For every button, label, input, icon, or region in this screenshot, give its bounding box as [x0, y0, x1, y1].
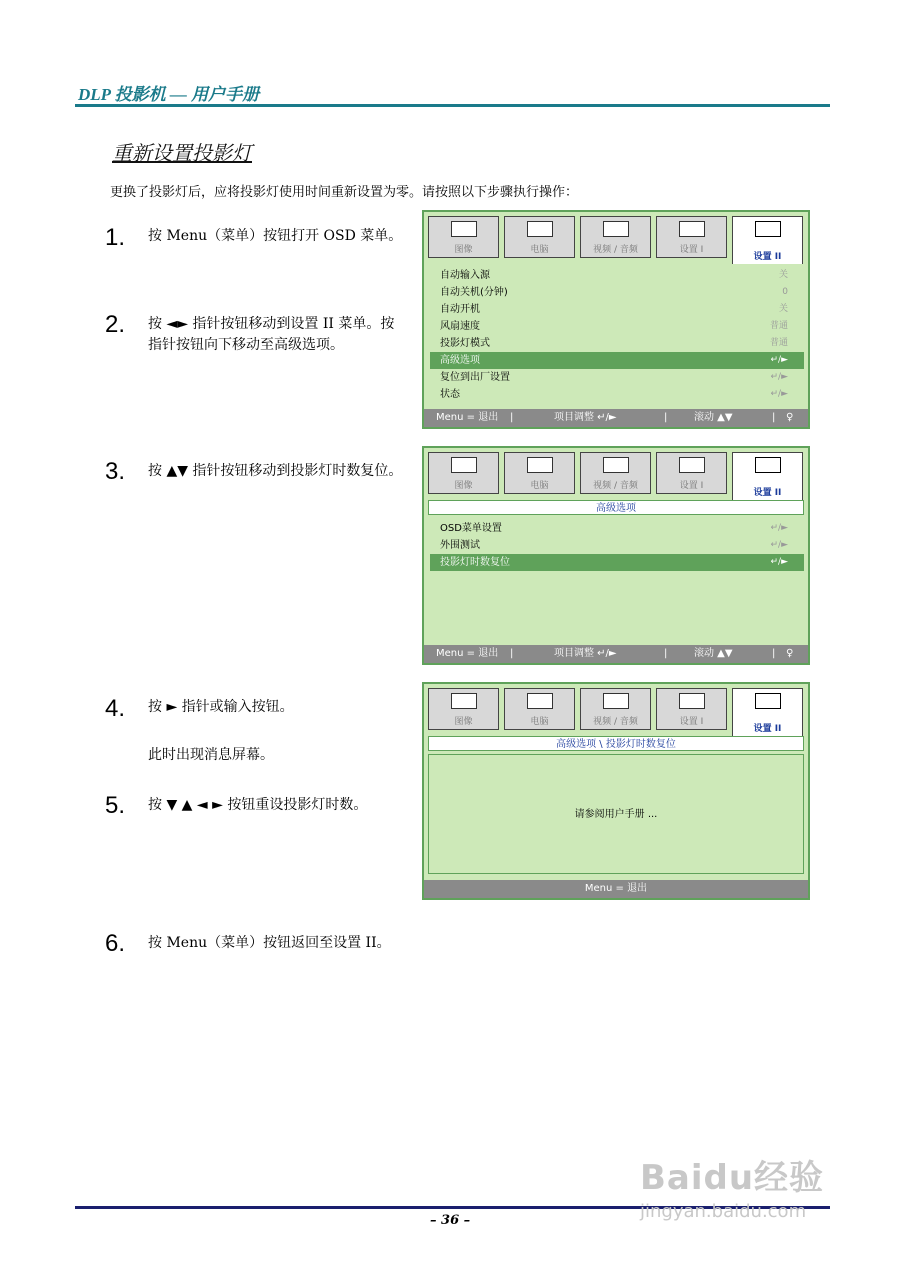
setup2-icon — [755, 457, 781, 473]
menu-item-lamp-reset[interactable]: 投影灯时数复位 ↵/► — [430, 554, 804, 571]
tab-setup1[interactable] — [656, 688, 727, 730]
step-1-number: 1. — [105, 224, 126, 251]
tab-label: 图像 — [454, 245, 473, 255]
menu-item-auto-off[interactable]: 自动关机(分钟) 0 — [440, 287, 788, 298]
osd-menu-advanced — [422, 446, 810, 665]
tab-video-audio[interactable] — [580, 216, 651, 258]
submenu-title: 高级选项 \ 投影灯时数复位 — [428, 736, 804, 751]
section-title: 重新设置投影灯 — [112, 141, 252, 165]
page-number: – 36 – — [430, 1213, 471, 1228]
image-icon — [451, 457, 477, 473]
tab-label: 电脑 — [530, 481, 549, 491]
step-4-number: 4. — [105, 695, 126, 722]
menu-item-factory-reset[interactable]: 复位到出厂设置 ↵/► — [440, 372, 788, 383]
tab-label: 图像 — [454, 717, 473, 727]
intro-text: 更换了投影灯后，应将投影灯使用时间重新设置为零。请按照以下步骤执行操作： — [110, 185, 579, 200]
image-icon — [451, 693, 477, 709]
setup2-icon — [755, 693, 781, 709]
step-3-number: 3. — [105, 458, 126, 485]
osd-menu-setup2 — [422, 210, 810, 429]
tab-video-audio[interactable] — [580, 688, 651, 730]
tab-image[interactable] — [428, 452, 499, 494]
footer-exit: Menu = 退出 — [436, 412, 499, 423]
menu-item-list — [430, 520, 804, 571]
step-3-text: 按 ▲▼ 指针按钮移动到投影灯时数复位。 — [148, 463, 403, 479]
step-2-number: 2. — [105, 311, 126, 338]
tab-label: 视频 / 音频 — [593, 245, 638, 255]
step-4-text: 按 ► 指针或输入按钮。 — [148, 699, 294, 715]
menu-item-status[interactable]: 状态 ↵/► — [440, 389, 788, 400]
tab-label: 设置 I — [679, 245, 704, 255]
tab-label: 设置 II — [753, 252, 782, 262]
computer-icon — [527, 457, 553, 473]
computer-icon — [527, 221, 553, 237]
step-6-text: 按 Menu（菜单）按钮返回至设置 II。 — [148, 935, 391, 951]
tab-image[interactable] — [428, 216, 499, 258]
tab-setup1[interactable] — [656, 452, 727, 494]
osd-footer: Menu = 退出 — [424, 880, 808, 898]
step-6-number: 6. — [105, 930, 126, 957]
video-audio-icon — [603, 221, 629, 237]
menu-item-advanced[interactable]: 高级选项 ↵/► — [430, 352, 804, 369]
osd-tabs — [428, 452, 804, 500]
menu-item-list — [430, 267, 804, 403]
tab-computer[interactable] — [504, 688, 575, 730]
menu-item-auto-source[interactable]: 自动输入源 关 — [440, 270, 788, 281]
menu-item-osd-settings[interactable]: OSD菜单设置 ↵/► — [440, 523, 788, 534]
tab-setup2[interactable] — [732, 216, 803, 264]
step-2-text: 按 ◄► 指针按钮移动到设置 II 菜单。按指针按钮向下移动至高级选项。 — [148, 316, 395, 353]
osd-footer: Menu = 退出 | 项目调整 ↵/► | 滚动 ▲▼ | ♀ — [424, 645, 808, 663]
tab-label: 视频 / 音频 — [593, 481, 638, 491]
menu-item-lamp-mode[interactable]: 投影灯模式 普通 — [440, 338, 788, 349]
setup1-icon — [679, 693, 705, 709]
watermark-url: jingyan.baidu.com — [640, 1201, 807, 1222]
message-box: 请参阅用户手册 ... — [428, 754, 804, 874]
osd-menu-lamp-reset — [422, 682, 810, 900]
tab-setup1[interactable] — [656, 216, 727, 258]
footer-adjust: 项目调整 ↵/► — [554, 412, 617, 423]
tab-label: 设置 I — [679, 481, 704, 491]
step-1-text: 按 Menu（菜单）按钮打开 OSD 菜单。 — [148, 228, 403, 244]
computer-icon — [527, 693, 553, 709]
tab-computer[interactable] — [504, 452, 575, 494]
tab-label: 设置 II — [753, 488, 782, 498]
tab-label: 图像 — [454, 481, 473, 491]
tab-video-audio[interactable] — [580, 452, 651, 494]
setup1-icon — [679, 457, 705, 473]
footer-exit: Menu = 退出 — [436, 648, 499, 659]
baidu-watermark — [640, 1150, 824, 1222]
setup2-icon — [755, 221, 781, 237]
osd-tabs — [428, 216, 804, 264]
footer-scroll: 滚动 ▲▼ — [694, 648, 733, 659]
tab-label: 电脑 — [530, 717, 549, 727]
menu-item-auto-on[interactable]: 自动开机 关 — [440, 304, 788, 315]
tab-image[interactable] — [428, 688, 499, 730]
tab-computer[interactable] — [504, 216, 575, 258]
footer-adjust: 项目调整 ↵/► — [554, 648, 617, 659]
tab-label: 设置 I — [679, 717, 704, 727]
watermark-brand: Baidu经验 — [640, 1158, 825, 1198]
footer-scroll: 滚动 ▲▼ — [694, 412, 733, 423]
step-5-number: 5. — [105, 792, 126, 819]
footer-icon: ♀ — [786, 412, 794, 423]
tab-setup2[interactable] — [732, 452, 803, 500]
submenu-title: 高级选项 — [428, 500, 804, 515]
setup1-icon — [679, 221, 705, 237]
image-icon — [451, 221, 477, 237]
header-divider — [75, 104, 830, 107]
step-5-text: 按 ▼ ▲ ◄ ► 按钮重设投影灯时数。 — [148, 797, 368, 813]
tab-label: 视频 / 音频 — [593, 717, 638, 727]
menu-item-peripheral-test[interactable]: 外围测试 ↵/► — [440, 540, 788, 551]
osd-tabs — [428, 688, 804, 736]
menu-item-fan-speed[interactable]: 风扇速度 普通 — [440, 321, 788, 332]
video-audio-icon — [603, 457, 629, 473]
step-4-note: 此时出现消息屏幕。 — [148, 747, 274, 763]
video-audio-icon — [603, 693, 629, 709]
tab-setup2[interactable] — [732, 688, 803, 736]
tab-label: 电脑 — [530, 245, 549, 255]
tab-label: 设置 II — [753, 724, 782, 734]
osd-footer: Menu = 退出 | 项目调整 ↵/► | 滚动 ▲▼ | ♀ — [424, 409, 808, 427]
footer-icon: ♀ — [786, 648, 794, 659]
header-title: DLP 投影机 — 用户手册 — [78, 85, 260, 104]
